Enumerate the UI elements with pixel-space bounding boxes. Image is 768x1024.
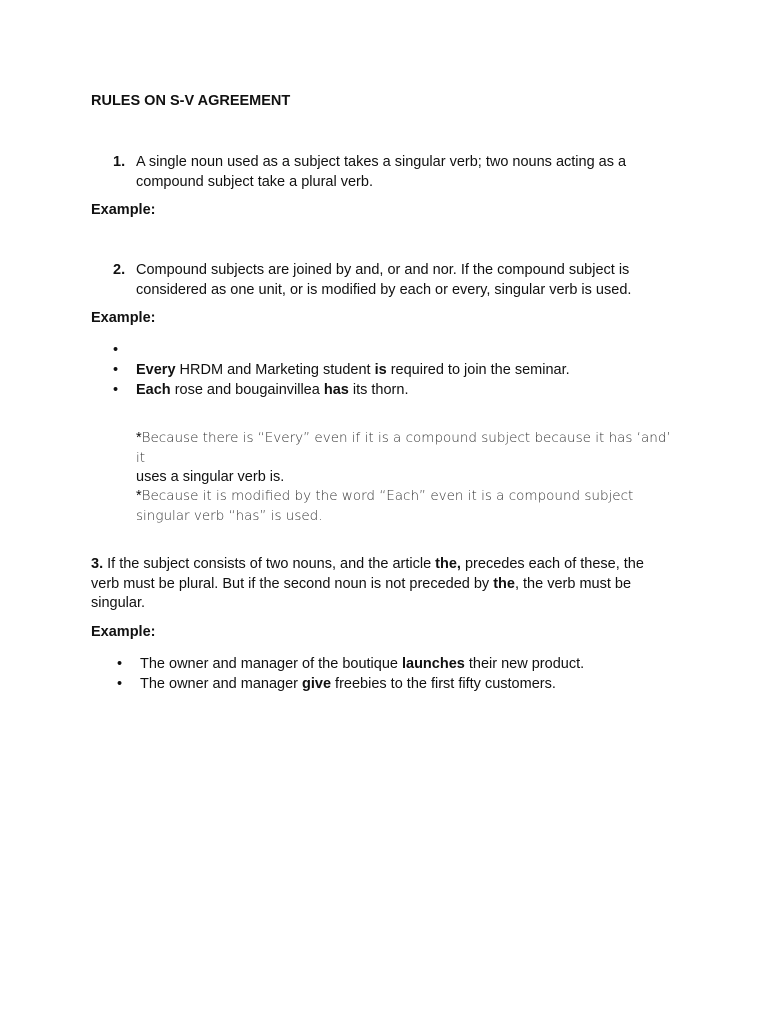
note-1 [136,429,676,488]
example-sentence [140,654,584,674]
rule-3-part-2: precedes each of these, the verb must be plural. But if the second noun is not preceded by [91,556,644,592]
example-label-3: Example: [91,624,156,640]
bullet-icon: • [113,382,119,398]
page-title: RULES ON S-V AGREEMENT [91,93,291,109]
bullet-icon: • [113,362,119,378]
example-label-2: Example: [91,310,156,326]
subject-word: Every [136,362,176,378]
rule-3-number: 3. [91,556,104,572]
note-1-plain-text: uses a singular verb is. [136,469,285,485]
example-sentence [140,674,556,694]
rule-3-part-1: If the subject consists of two nouns, and the article [103,556,436,572]
rule-2-number: 2. [113,262,126,278]
subject-word: Each [136,382,171,398]
verb-word: launches [401,656,465,672]
sentence-middle: rose and bougainvillea [170,382,324,398]
bullet-icon: • [117,676,123,692]
verb-word: is [374,362,387,378]
rule-1-number: 1. [113,154,126,170]
rule-2-text: Compound subjects are joined by and, or and nor. If the compound subject is considered as one unit, or is modified by each or every, singular verb is used. [136,262,632,298]
note-1-light-text: Because there is “Every” even if it is a compound subject because it has ‘and’ it [136,430,671,466]
sentence-start: The owner and manager of the boutique [140,656,402,672]
example-label-1: Example: [91,202,156,218]
note-2-star: * [136,488,142,504]
bullet-icon: • [117,656,123,672]
rule-3 [91,555,676,614]
example-sentence [136,360,570,380]
example-sentence [136,380,408,400]
sentence-start: The owner and manager [140,676,303,692]
bullet-icon: • [113,342,119,358]
note-1-star: * [136,430,142,446]
sentence-end: freebies to the first fifty customers. [331,676,556,692]
note-2-line-2: singular verb “has” is used. [136,507,323,524]
rule-2 [113,261,673,300]
note-2-line-1: Because it is modified by the word “Each” even it is a compound subject [141,488,634,504]
rule-3-bold-the-2: the [493,575,515,592]
sentence-middle: HRDM and Marketing student [175,362,375,378]
sentence-end: required to join the seminar. [386,362,570,378]
rule-3-part-3: , the verb must be singular. [91,575,632,611]
rule-3-bold-the: the, [435,556,461,572]
rule-1 [113,153,673,192]
verb-word: give [302,676,332,692]
rule-1-text: A single noun used as a subject takes a singular verb; two nouns acting as a compound subject take a plural verb. [136,154,627,190]
sentence-end: their new product. [464,656,585,672]
note-2 [136,487,676,526]
verb-word: has [323,382,349,398]
sentence-end: its thorn. [348,382,409,398]
